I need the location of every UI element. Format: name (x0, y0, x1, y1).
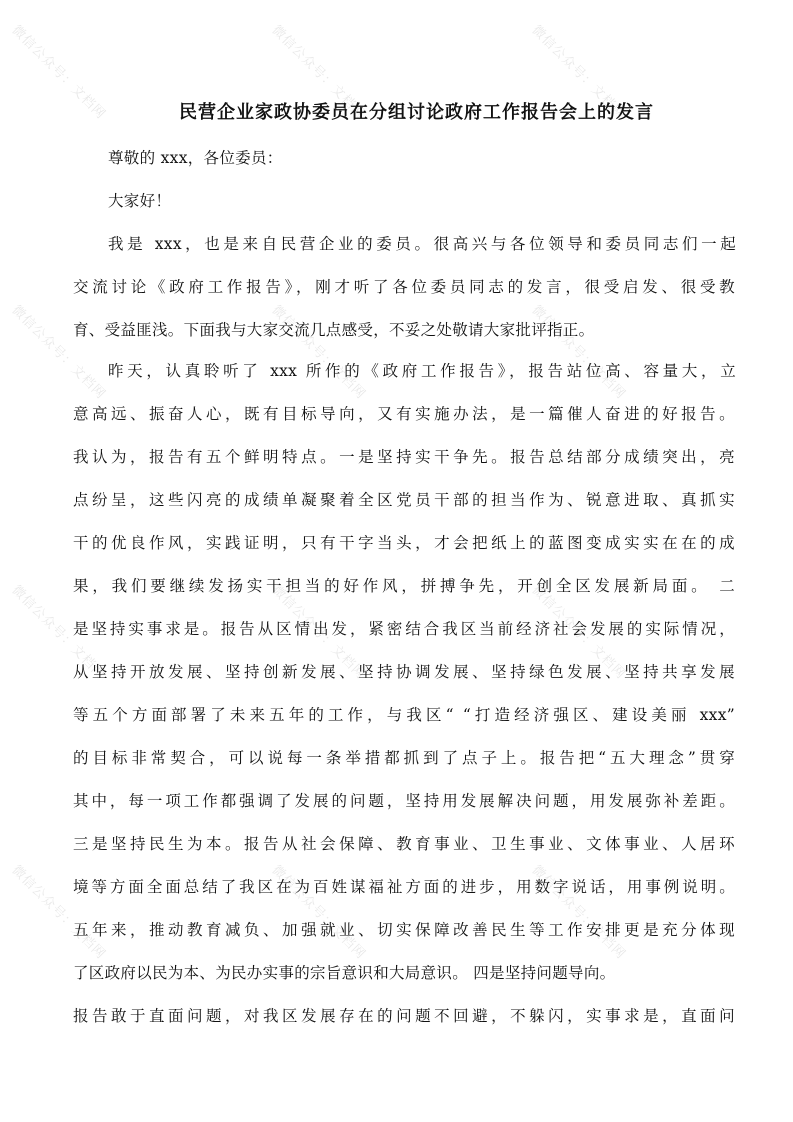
watermark: 微信公众号：文档网 (528, 302, 629, 403)
watermark: 微信公众号：文档网 (8, 862, 109, 963)
salutation: 尊敬的 xxx，各位委员： (108, 149, 283, 167)
watermark: 微信公众号：文档网 (268, 862, 369, 963)
document-title-text: 民营企业家政协委员在分组讨论政府工作报告会上的发言 (179, 102, 654, 123)
watermark: 微信公众号：文档网 (528, 22, 629, 123)
watermark: 微信公众号：文档网 (268, 582, 369, 683)
watermark: 微信公众号：文档网 (528, 582, 629, 683)
watermark: 微信公众号：文档网 (8, 582, 109, 683)
body-line: 五年来，推动教育减负、加强就业、切实保障改善民生等工作安排更是充分体现 (73, 921, 735, 939)
body-line: 了区政府以民为本、为民办实事的宗旨意识和大局意识。 四是坚持问题导向。 (73, 964, 616, 982)
body-line: 是坚持实事求是。报告从区情出发，紧密结合我区当前经济社会发展的实际情况， (73, 620, 735, 638)
body-line: 报告敢于直面问题，对我区发展存在的问题不回避，不躲闪，实事求是，直面问 (73, 1007, 735, 1025)
body-line: 育、受益匪浅。下面我与大家交流几点感受，不妥之处敬请大家批评指正。 (73, 321, 595, 339)
body-line: 境等方面全面总结了我区在为百姓谋福祉方面的进步，用数字说话，用事例说明。 (73, 878, 735, 896)
watermark: 微信公众号：文档网 (8, 302, 109, 403)
body-line: 我认为，报告有五个鲜明特点。一是坚持实干争先。报告总结部分成绩突出，亮 (73, 448, 735, 466)
body-line: 交流讨论《政府工作报告》，刚才听了各位委员同志的发言，很受启发、很受教 (73, 278, 735, 296)
watermark: 微信公众号：文档网 (268, 302, 369, 403)
watermark: 微信公众号：文档网 (268, 22, 369, 123)
body-line: 点纷呈，这些闪亮的成绩单凝聚着全区党员干部的担当作为、锐意进取、真抓实 (73, 491, 735, 509)
body-line: 果，我们要继续发扬实干担当的好作风，拼搏争先，开创全区发展新局面。 二 (73, 577, 735, 595)
body-line: 从坚持开放发展、坚持创新发展、坚持协调发展、坚持绿色发展、坚持共享发展 (73, 663, 735, 681)
watermark: 微信公众号：文档网 (528, 862, 629, 963)
body-line: 等五个方面部署了未来五年的工作，与我区“ “打造经济强区、建设美丽 xxx” (73, 706, 735, 724)
body-line: 我是 xxx，也是来自民营企业的委员。很高兴与各位领导和委员同志们一起 (108, 235, 736, 253)
body-line: 干的优良作风，实践证明，只有干字当头，才会把纸上的蓝图变成实实在在的成 (73, 534, 735, 552)
body-line: 的目标非常契合，可以说每一条举措都抓到了点子上。报告把“五大理念”贯穿 (73, 749, 735, 767)
body-line: 三是坚持民生为本。报告从社会保障、教育事业、卫生事业、文体事业、人居环 (73, 835, 735, 853)
body-line: 昨天，认真聆听了 xxx 所作的《政府工作报告》，报告站位高、容量大，立 (108, 362, 736, 380)
body-line: 其中，每一项工作都强调了发展的问题，坚持用发展解决问题，用发展弥补差距。 (73, 792, 735, 810)
greeting: 大家好！ (108, 192, 172, 210)
watermark: 微信公众号：文档网 (8, 22, 109, 123)
document-title (0, 101, 793, 125)
body-line: 意高远、振奋人心，既有目标导向，又有实施办法，是一篇催人奋进的好报告。 (73, 405, 735, 423)
